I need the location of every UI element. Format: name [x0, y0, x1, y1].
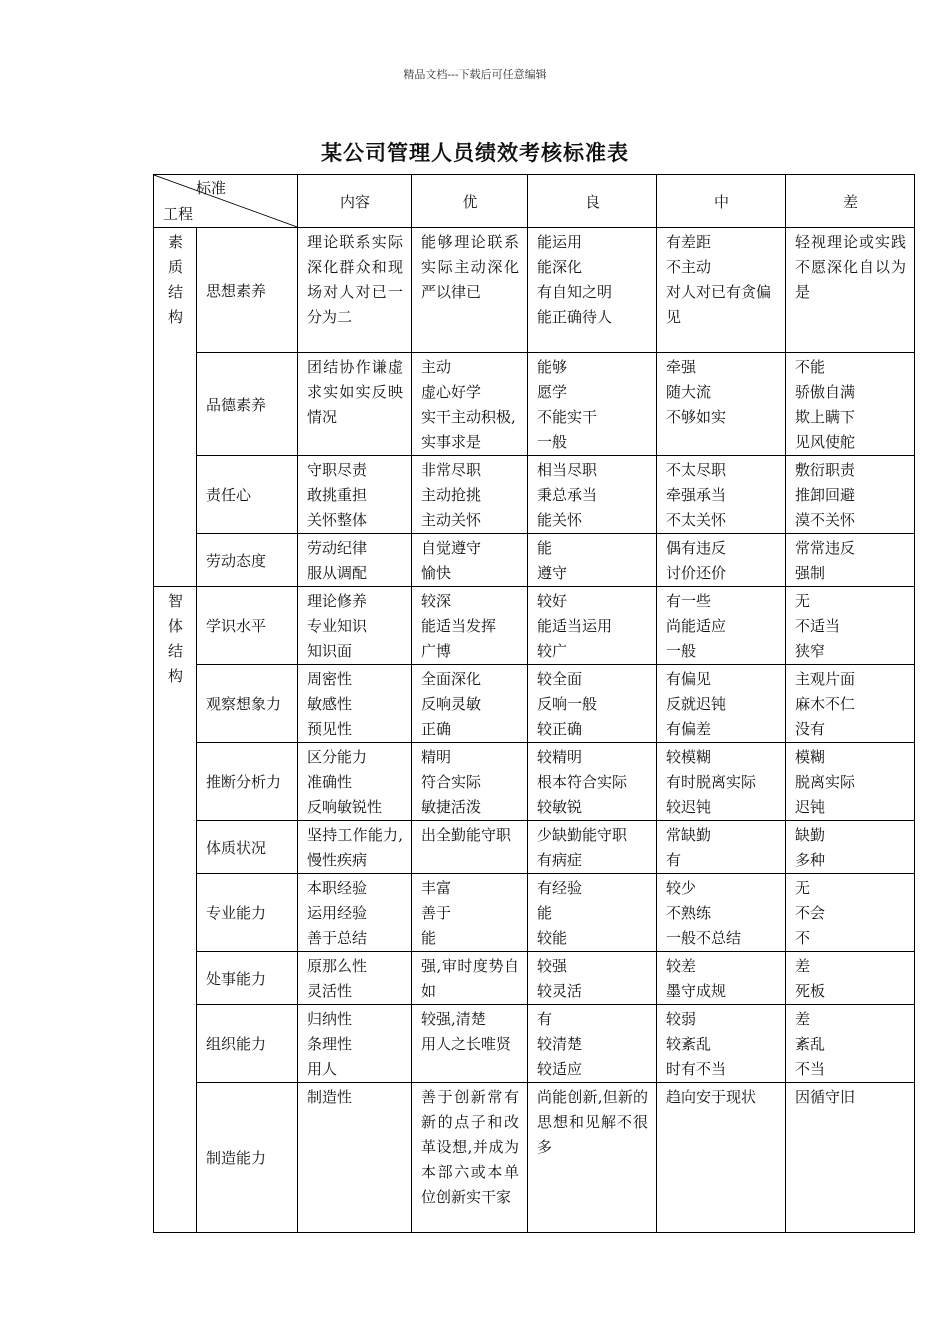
cell-line: 知识面: [307, 642, 353, 660]
diagonal-header-top: 标准: [196, 179, 227, 197]
table-row: [154, 587, 915, 665]
cell-content: [298, 534, 412, 587]
cell-line: 狭窄: [795, 642, 826, 660]
cell-good: [528, 456, 657, 534]
cell-line: 常常违反: [795, 539, 856, 557]
cell-line: 紊乱: [795, 1035, 826, 1053]
cell-line: 较精明: [537, 748, 583, 766]
cell-line: 较深: [421, 592, 452, 610]
cell-excellent: 强,审时度势自如: [412, 952, 528, 1005]
header-good: 良: [528, 175, 657, 228]
cell-line: 差: [795, 1010, 811, 1028]
cell-line: 能: [537, 539, 553, 557]
cell-line: 准确性: [307, 773, 353, 791]
cell-content: 制造性: [298, 1083, 412, 1233]
cell-line: 脱离实际: [795, 773, 856, 791]
cell-excellent: 能够理论联系实际主动深化严以律已: [412, 228, 528, 353]
cell-content: 团结协作谦虚求实如实反映情况: [298, 353, 412, 456]
cell-line: 根本符合实际: [537, 773, 628, 791]
cell-line: 预见性: [307, 720, 353, 738]
item-cell: 处事能力: [197, 952, 298, 1005]
cell-line: 有自知之明: [537, 283, 613, 301]
cell-poor: [786, 456, 915, 534]
cell-line: 牵强承当: [666, 486, 727, 504]
cell-line: 主动关怀: [421, 511, 482, 529]
cell-line: 自觉遵守: [421, 539, 482, 557]
cell-good: [528, 228, 657, 353]
header-medium: 中: [657, 175, 786, 228]
cell-line: 较差: [666, 957, 697, 975]
item-cell: 思想素养: [197, 228, 298, 353]
cell-line: 精明: [421, 748, 452, 766]
cell-line: 善于总结: [307, 929, 368, 947]
cell-medium: [657, 952, 786, 1005]
cell-line: 死板: [795, 982, 826, 1000]
cell-line: 不适当: [795, 617, 841, 635]
cell-medium: [657, 587, 786, 665]
cell-good: [528, 1005, 657, 1083]
cell-good: [528, 743, 657, 821]
cell-line: 敏感性: [307, 695, 353, 713]
cell-line: 强制: [795, 564, 826, 582]
cell-line: 无: [795, 879, 811, 897]
cell-line: 能: [421, 929, 437, 947]
category-char: 结: [167, 642, 183, 660]
diagonal-header-cell: [154, 175, 298, 228]
cell-good: [528, 874, 657, 952]
cell-content: 坚持工作能力,慢性疾病: [298, 821, 412, 874]
cell-line: 没有: [795, 720, 826, 738]
cell-line: 有偏差: [666, 720, 712, 738]
cell-line: 多种: [795, 851, 826, 869]
cell-line: 非常尽职: [421, 461, 482, 479]
cell-line: 关怀整体: [307, 511, 368, 529]
cell-line: 迟钝: [795, 798, 826, 816]
header-content: 内容: [298, 175, 412, 228]
cell-line: 不够如实: [666, 408, 727, 426]
cell-line: 一般不总结: [666, 929, 742, 947]
cell-line: 无: [795, 592, 811, 610]
cell-line: 服从调配: [307, 564, 368, 582]
cell-line: 用人之长唯贤: [421, 1035, 512, 1053]
cell-excellent: [412, 1005, 528, 1083]
cell-good: [528, 587, 657, 665]
cell-line: 实干主动积极,实事求是: [421, 408, 516, 451]
header-row: [154, 175, 915, 228]
cell-content: 理论联系实际深化群众和现场对人对已一分为二: [298, 228, 412, 353]
cell-line: 差: [795, 957, 811, 975]
cell-line: 较弱: [666, 1010, 697, 1028]
cell-line: 能关怀: [537, 511, 583, 529]
cell-medium: [657, 743, 786, 821]
cell-line: 周密性: [307, 670, 353, 688]
table-row: [154, 228, 915, 353]
item-cell: 观察想象力: [197, 665, 298, 743]
table-row: [154, 665, 915, 743]
cell-content: [298, 743, 412, 821]
header-excellent: 优: [412, 175, 528, 228]
cell-poor: [786, 1005, 915, 1083]
cell-content: [298, 587, 412, 665]
cell-line: 主观片面: [795, 670, 856, 688]
cell-poor: [786, 353, 915, 456]
cell-line: 见风使舵: [795, 433, 856, 451]
item-cell: 品德素养: [197, 353, 298, 456]
cell-medium: [657, 534, 786, 587]
cell-good: 尚能创新,但新的思想和见解不很多: [528, 1083, 657, 1233]
document-title: 某公司管理人员绩效考核标准表: [321, 140, 629, 165]
cell-poor: [786, 952, 915, 1005]
cell-medium: [657, 1005, 786, 1083]
cell-medium: [657, 228, 786, 353]
cell-line: 有偏见: [666, 670, 712, 688]
cell-good: [528, 353, 657, 456]
cell-line: 用人: [307, 1060, 338, 1078]
cell-excellent: [412, 353, 528, 456]
cell-line: 偶有违反: [666, 539, 727, 557]
cell-good: [528, 952, 657, 1005]
cell-line: 广博: [421, 642, 452, 660]
category-char: 结: [167, 283, 183, 301]
cell-line: 劳动纪律: [307, 539, 368, 557]
cell-line: 较广: [537, 642, 568, 660]
cell-line: 有: [666, 851, 682, 869]
cell-line: 麻木不仁: [795, 695, 856, 713]
cell-line: 符合实际: [421, 773, 482, 791]
cell-line: 守职尽责: [307, 461, 368, 479]
cell-poor: 因循守旧: [786, 1083, 915, 1233]
table-row: [154, 1005, 915, 1083]
cell-medium: [657, 665, 786, 743]
cell-line: 运用经验: [307, 904, 368, 922]
table-row: [154, 1083, 915, 1233]
cell-line: 理论修养: [307, 592, 368, 610]
cell-excellent: 善于创新常有新的点子和改革设想,并成为本部六或本单位创新实干家: [412, 1083, 528, 1233]
cell-line: 能正确待人: [537, 308, 613, 326]
cell-line: 有时脱离实际: [666, 773, 757, 791]
cell-line: 有经验: [537, 879, 583, 897]
item-cell: 推断分析力: [197, 743, 298, 821]
cell-line: 较强: [537, 957, 568, 975]
cell-line: 全面深化: [421, 670, 482, 688]
item-cell: 制造能力: [197, 1083, 298, 1233]
cell-line: 有一些: [666, 592, 712, 610]
cell-line: 能够: [537, 358, 568, 376]
item-cell: 专业能力: [197, 874, 298, 952]
cell-line: 模糊: [795, 748, 826, 766]
item-cell: 体质状况: [197, 821, 298, 874]
category-char: 质: [167, 258, 183, 276]
cell-excellent: [412, 456, 528, 534]
cell-line: 较清楚: [537, 1035, 583, 1053]
cell-line: 较模糊: [666, 748, 712, 766]
cell-line: 秉总承当: [537, 486, 598, 504]
cell-line: 愉快: [421, 564, 452, 582]
cell-poor: [786, 534, 915, 587]
cell-line: 能适当运用: [537, 617, 613, 635]
category-char: 构: [167, 308, 183, 326]
cell-poor: [786, 874, 915, 952]
category-cell: [154, 587, 197, 1233]
cell-medium: [657, 874, 786, 952]
cell-line: 反响一般: [537, 695, 598, 713]
cell-line: 反响敏锐性: [307, 798, 383, 816]
cell-excellent: [412, 874, 528, 952]
cell-line: 一般: [666, 642, 697, 660]
cell-excellent: [412, 665, 528, 743]
cell-line: 有病症: [537, 851, 583, 869]
cell-medium: [657, 456, 786, 534]
cell-line: 欺上瞒下: [795, 408, 856, 426]
cell-line: 常缺勤: [666, 826, 712, 844]
cell-line: 缺勤: [795, 826, 826, 844]
cell-line: 能深化: [537, 258, 583, 276]
cell-line: 有差距: [666, 233, 712, 251]
cell-line: 墨守成规: [666, 982, 727, 1000]
cell-line: 本职经验: [307, 879, 368, 897]
cell-content: [298, 456, 412, 534]
cell-line: 对人对已有贪偏见: [666, 283, 772, 326]
cell-line: 随大流: [666, 383, 712, 401]
cell-line: 较强,清楚: [421, 1010, 486, 1028]
cell-line: 专业知识: [307, 617, 368, 635]
item-cell: 组织能力: [197, 1005, 298, 1083]
cell-line: 较正确: [537, 720, 583, 738]
cell-excellent: [412, 743, 528, 821]
cell-line: 归纳性: [307, 1010, 353, 1028]
cell-good: [528, 821, 657, 874]
cell-line: 相当尽职: [537, 461, 598, 479]
cell-medium: [657, 353, 786, 456]
cell-line: 主动抢挑: [421, 486, 482, 504]
cell-line: 有: [537, 1010, 553, 1028]
cell-poor: [786, 743, 915, 821]
cell-excellent: [412, 534, 528, 587]
cell-line: 不能实干: [537, 408, 598, 426]
cell-line: 较全面: [537, 670, 583, 688]
cell-excellent: [412, 587, 528, 665]
category-char: 体: [167, 617, 183, 635]
cell-line: 不会: [795, 904, 826, 922]
cell-line: 推卸回避: [795, 486, 856, 504]
cell-line: 不: [795, 929, 811, 947]
watermark-text: 精品文档---下载后可任意编辑: [403, 68, 547, 81]
cell-line: 较迟钝: [666, 798, 712, 816]
cell-content: [298, 665, 412, 743]
cell-line: 丰富: [421, 879, 452, 897]
item-cell: 学识水平: [197, 587, 298, 665]
cell-line: 敢挑重担: [307, 486, 368, 504]
cell-line: 反响灵敏: [421, 695, 482, 713]
cell-content: [298, 874, 412, 952]
table-row: [154, 353, 915, 456]
table-row: [154, 821, 915, 874]
cell-line: 较灵活: [537, 982, 583, 1000]
cell-line: 骄傲自满: [795, 383, 856, 401]
cell-line: 敏捷活泼: [421, 798, 482, 816]
cell-poor: [786, 821, 915, 874]
cell-line: 较紊乱: [666, 1035, 712, 1053]
cell-line: 正确: [421, 720, 452, 738]
header-poor: 差: [786, 175, 915, 228]
cell-line: 遵守: [537, 564, 568, 582]
cell-line: 不太尽职: [666, 461, 727, 479]
cell-line: 尚能适应: [666, 617, 727, 635]
cell-line: 能运用: [537, 233, 583, 251]
cell-line: 一般: [537, 433, 568, 451]
cell-line: 主动: [421, 358, 452, 376]
cell-excellent: 出全勤能守职: [412, 821, 528, 874]
cell-line: 不熟练: [666, 904, 712, 922]
category-char: 智: [167, 592, 183, 610]
cell-content: [298, 1005, 412, 1083]
table-row: [154, 743, 915, 821]
cell-line: 较好: [537, 592, 568, 610]
cell-medium: [657, 821, 786, 874]
cell-line: 虚心好学: [421, 383, 482, 401]
cell-line: 少缺勤能守职: [537, 826, 628, 844]
cell-good: [528, 534, 657, 587]
cell-line: 漠不关怀: [795, 511, 856, 529]
cell-line: 不能: [795, 358, 826, 376]
cell-line: 灵活性: [307, 982, 353, 1000]
cell-medium: 趋向安于现状: [657, 1083, 786, 1233]
cell-poor: [786, 665, 915, 743]
category-char: 构: [167, 667, 183, 685]
item-cell: 劳动态度: [197, 534, 298, 587]
category-char: 素: [167, 233, 183, 251]
cell-line: 不主动: [666, 258, 712, 276]
cell-line: 区分能力: [307, 748, 368, 766]
cell-line: 不太关怀: [666, 511, 727, 529]
table-row: [154, 456, 915, 534]
cell-line: 敷衍职责: [795, 461, 856, 479]
table-row: [154, 952, 915, 1005]
cell-line: 较能: [537, 929, 568, 947]
assessment-table: [153, 174, 915, 1233]
category-cell: [154, 228, 197, 587]
cell-poor: 轻视理论或实践不愿深化自以为是: [786, 228, 915, 353]
diagonal-header-bottom: 工程: [163, 205, 194, 223]
cell-line: 原那么性: [307, 957, 368, 975]
item-cell: 责任心: [197, 456, 298, 534]
cell-line: 时有不当: [666, 1060, 727, 1078]
cell-line: 善于: [421, 904, 452, 922]
cell-line: 能: [537, 904, 553, 922]
cell-line: 较敏锐: [537, 798, 583, 816]
cell-line: 条理性: [307, 1035, 353, 1053]
cell-line: 能适当发挥: [421, 617, 497, 635]
table-row: [154, 874, 915, 952]
table-row: [154, 534, 915, 587]
cell-line: 不当: [795, 1060, 826, 1078]
cell-content: [298, 952, 412, 1005]
cell-line: 愿学: [537, 383, 568, 401]
cell-poor: [786, 587, 915, 665]
cell-good: [528, 665, 657, 743]
cell-line: 较适应: [537, 1060, 583, 1078]
cell-line: 反就迟钝: [666, 695, 727, 713]
cell-line: 牵强: [666, 358, 697, 376]
cell-line: 较少: [666, 879, 697, 897]
cell-line: 讨价还价: [666, 564, 727, 582]
